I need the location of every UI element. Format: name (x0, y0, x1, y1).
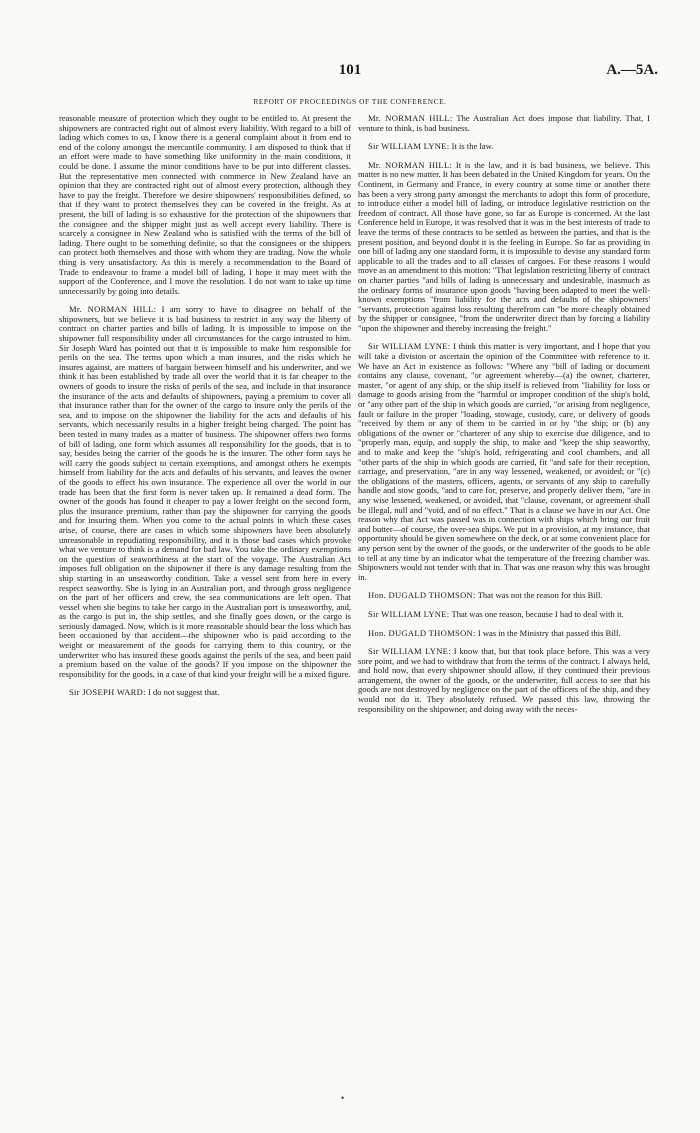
paragraph (59, 305, 351, 679)
paragraph (358, 161, 650, 334)
paragraph-text: reasonable measure of protection which they ought to be entitled to. At present the shipowners are contracted right out of almost every liability. With regard to a bill of lading which comes to us, I know there is a general complaint about it from end to end of the colony amongst the mercantile community. I am disposed to think that if an effort were made to have something like uniformity in the main conditions, it could be done. I assume the minor conditions have to be put into different classes. But the representative men connected with commerce in New Zealand have an opinion that they are contracted right out of almost every protection, although they have to pay the freight. Therefore we desire shipowners' responsibilities defined, so that if they want to protect themselves they can be covered in the freight. As at present, the bill of lading is so exhaustive for the protection of the shipowners that the consignee and the shipper might just as well accept every liability. There is scarcely a consignee in New Zealand who is satisfied with the terms of the bill of lading. There ought to be something definite, so that the consignees or the shippers can protect both themselves and those with whom they are trading. Now the whole thing is very unsatisfactory. As this is merely a recommendation to the Board of Trade to endeavour to frame a model bill of lading, I hope it may meet with the support of the Conference, and I move the resolution. I do not want to take up time unnecessarily by going into details. (59, 113, 351, 296)
speaker-name: Sir WILLIAM LYNE: (368, 646, 451, 657)
paragraph-text: The Australian Act does impose that liability. That, I venture to think, is bad business. (358, 113, 650, 133)
speaker-name: Sir WILLIAM LYNE: (368, 141, 450, 152)
running-head: REPORT OF PROCEEDINGS OF THE CONFERENCE. (253, 97, 447, 106)
speaker-name: Hon. DUGALD THOMSON: (368, 627, 476, 638)
paragraph (59, 114, 351, 296)
paragraph-text: I do not suggest that. (147, 687, 220, 698)
document-reference: A.—5A. (606, 62, 658, 78)
speaker-name: Hon. DUGALD THOMSON: (368, 590, 476, 601)
paragraph (59, 688, 351, 698)
speaker-name: Mr. NORMAN HILL: (69, 304, 157, 315)
paragraph-text: I was in the Ministry that passed this Bill. (477, 627, 621, 638)
page-number: 101 (338, 62, 362, 78)
speaker-name: Sir WILLIAM LYNE: (368, 341, 451, 352)
speaker-name: Sir WILLIAM LYNE: (368, 608, 450, 619)
paragraph (358, 342, 650, 582)
paragraph-text: I am sorry to have to disagree on behalf of the shipowners, but we believe it is bad business to restrict in any way the liberty of contract on charter parties and bills of lading. It is impossible to impose on the shipowner full responsibility under all circumstances for the cargo intrusted to him. Sir Joseph Ward has pointed out that it is impossible to make him responsible for perils on the sea. The terms upon which a man insures, and the risks which he insures against, are matters of bargain between himself and his underwriter, and we think it has been established by trade all over the world that it is far cheaper to the owners of goods to insure the risks of perils of the sea, and include in that insurance the insurance of the acts and defaults of shipowners, paying a premium to cover all that insurance rather than for the owner of the cargo to insure only the perils of the sea, and to impose on the shipowner the liability for the acts and defaults of his servants, which necessarily results in a higher freight being charged. The point has been tested in many trades as a matter of business. The shipowner offers two forms of bill of lading, one form which assumes all responsibility for the goods, that is to say, besides being the carrier of the goods he is the insurer. The other form says he will carry the goods subject to certain exemptions, and amongst others he exempts himself from liability for the acts and defaults of his servants, and leaves the owner of the goods to effect his own insurance. The experience all over the world in our trade has been that the first form is never taken up. It remained a dead form. The owner of the goods has found it cheaper to pay a lower freight on the second form, plus the insurance premium, rather than pay the shipowner for carrying the goods and for insuring them. When you come to the actual points in which these cases arise, of course, there are cases in which some shipowners have been absolutely unreasonable in repudiating responsibility, and it is those bad cases which provoke what we venture to think is a demand for bad law. You take the ordinary exemptions on the question of seaworthiness at the start of the voyage. The Australian Act imposes full obligation on the shipowner if there is any damage resulting from the ship starting in an unseaworthy condition. Take a vessel sent from here in every respect seaworthy. She is lying in an Australian port, and through gross negligence on the part of her officers and crew, the sea communications are left open. That vessel when she begins to take her cargo in the Australian port is unseaworthy, and, as the cargo is put in, the ship settles, and she finally goes down, or the cargo is seriously damaged. Now, which is it more reasonable should bear the loss which has been occasioned by that accident—the shipowner who is paid according to the weight or measurement of the goods for carrying them to this country, or the underwriter who has insured these goods against the perils of the sea, and been paid a premium based on the value of the goods? If you impose on the shipowner the responsibility for the goods, in a case of that kind your freight will be a mixed figure. (59, 304, 351, 679)
paragraph-text: That was not the reason for this Bill. (477, 590, 603, 601)
page-footer-mark: • (341, 1093, 345, 1103)
paragraph-text: It is the law. (451, 141, 494, 152)
paragraph (358, 610, 650, 620)
paragraph (358, 591, 650, 601)
left-column (59, 114, 351, 698)
paragraph (358, 114, 650, 133)
speaker-name: Mr. NORMAN HILL: (368, 159, 453, 170)
speaker-name: Sir JOSEPH WARD: (69, 687, 146, 698)
paragraph-text: That was one reason, because I had to deal with it. (451, 608, 624, 619)
paragraph (358, 142, 650, 152)
paragraph (358, 629, 650, 639)
paragraph (358, 647, 650, 714)
paragraph-text: I think this matter is very important, and I hope that you will take a division or ascertain the opinion of the Committee with reference to it. We have an Act in existence as follows: "Where any "bill of lading or document contains any clause, covenant, "or agreement whereby—(a) the owner, charterer, master, "or agent of any ship, or the ship itself is relieved from "liability for loss or damage to goods arising from the "harmful or improper condition of the ship's hold, or "any other part of the ship in which goods are carried, "or arising from negligence, fault or failure in the proper "loading, stowage, custody, care, or delivery of goods "received by them or any of them to be carried in or by "the ship; or (b) any obligations of the owner or "charterer of any ship to exercise due diligence, and to "properly man, equip, and supply the ship, to make and "keep the ship seaworthy, and to make and keep the "ship's hold, refrigerating and cool chambers, and all "other parts of the ship in which goods are carried, fit "and safe for their reception, carriage, and preservation, "are in any way lessened, weakened, or avoided; or "(c) the obligations of the masters, officers, agents, or servants of any ship to carefully handle and stow goods, "and to care for, preserve, and properly deliver them, "are in any wise lessened, weakened, or avoided, that "clause, covenant, or agreement shall be illegal, null and "void, and of no effect." That is a clause we have in our Act. One reason why that Act was passed was in connection with ships which bring our fruit and butter—of course, the over-sea ships. We put in a provision, at my instance, that opportunity should be given somewhere on the deck, or at some convenient place for any person sent by the owner of the goods, or the underwriter of the goods to be able to tell at any time by an indicator what the temperature of the freezing chamber was. Shipowners would not tender with that in. That was one reason why this was brought in. (358, 341, 650, 582)
paragraph-text: It is the law, and it is bad business, we believe. This matter is no new matter. It has been debated in the United Kingdom for years. On the Continent, in Germany and France, in every country at some time or another there has been a very strong party amongst the merchants to adopt this form of procedure, to introduce either a model bill of lading, or introduce legislative restriction on the freedom of contract. All those have gone, so far as Europe is concerned. At the last Conference held in Europe, it was resolved that it was in the best interests of trade to leave the terms of these contracts to be settled as between the parties, and that is the present position, and beyond doubt it is the feeling in Europe. So far as providing in one bill of lading any one standard form, it is impossible to devise any standard form applicable to all the trades and to all classes of cargoes. For these reasons I would move as an amendment to this motion: "That legislation restricting liberty of contract on charter parties "and bills of lading is unnecessary and undesirable, inasmuch as the ordinary forms of insurance upon goods "having been adapted to meet the well-known exemptions "from liability for the acts and defaults of the shipowners' "servants, protection against loss resulting therefrom can "be more cheaply obtained by the shipper or consignee, "from the underwriter direct than by forcing a liability "upon the shipowner and thereby increasing the freight." (358, 159, 651, 333)
right-column (358, 114, 650, 714)
paragraph-text: I know that, but that took place before. This was a very sore point, and we had to withdraw that from the terms of the contract. I always held, and hold now, that every shipowner should allow, if they continued their previous arrangement, the owner of the goods, or the underwriter, full access to see that his goods are not destroyed by negligence on the part of the officers of the ship, and they would not do it. They absolutely refused. We passed this law, throwing the responsibility on the shipowner, and doing away with the neces- (358, 646, 650, 714)
speaker-name: Mr. NORMAN HILL: (368, 113, 453, 123)
